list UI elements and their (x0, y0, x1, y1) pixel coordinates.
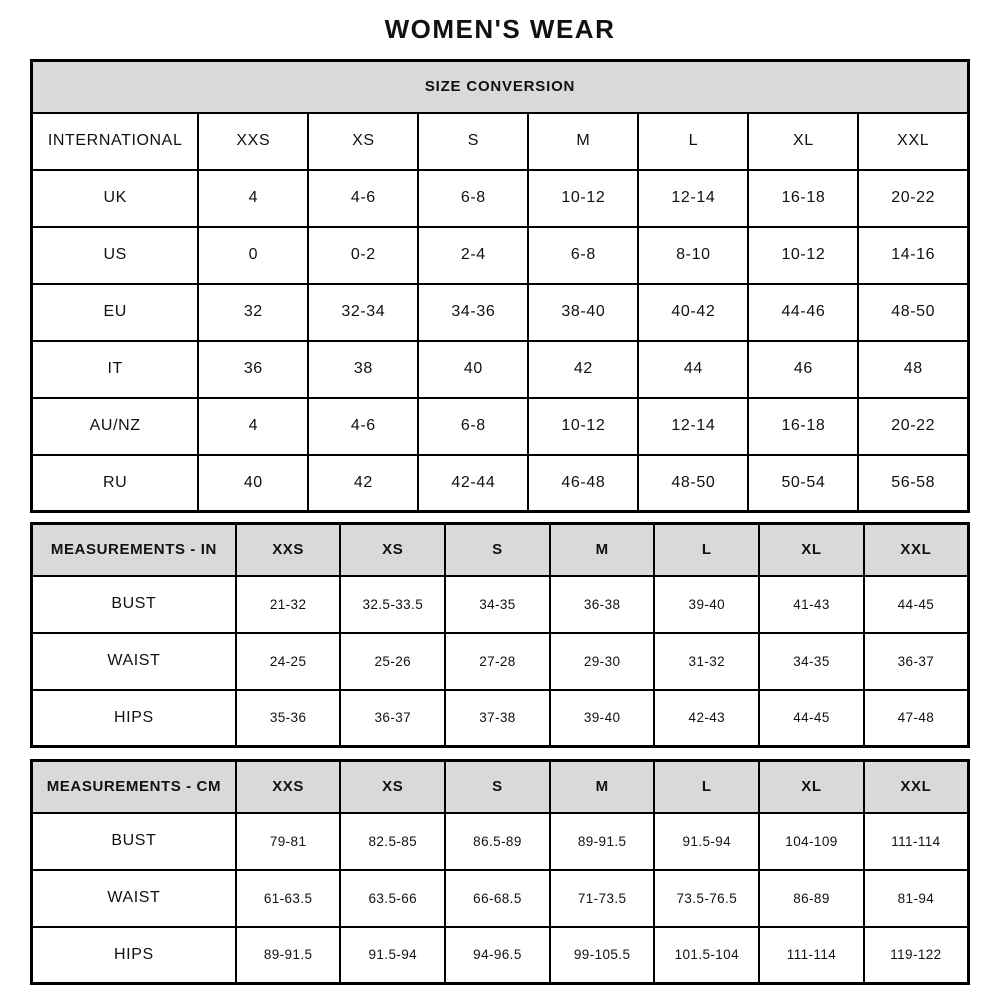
table-row-eu (32, 284, 969, 341)
size-cell: 0-2 (308, 227, 418, 284)
measurement-cell: 32.5-33.5 (340, 576, 445, 633)
size-cell: 6-8 (528, 227, 638, 284)
row-label: RU (32, 455, 199, 512)
row-label: AU/NZ (32, 398, 199, 455)
size-cell: 4 (198, 170, 308, 227)
row-label: HIPS (32, 690, 236, 747)
size-header: XXL (864, 524, 969, 576)
measurement-cell: 29-30 (550, 633, 655, 690)
row-label: UK (32, 170, 199, 227)
table-row-hips (32, 690, 969, 747)
measurement-cell: 94-96.5 (445, 927, 550, 984)
size-header: L (654, 524, 759, 576)
measurement-cell: 111-114 (864, 813, 969, 870)
measurement-cell: 42-43 (654, 690, 759, 747)
size-header: XXS (198, 113, 308, 170)
size-header: M (528, 113, 638, 170)
measurement-cell: 36-37 (340, 690, 445, 747)
size-cell: 0 (198, 227, 308, 284)
measurement-cell: 91.5-94 (654, 813, 759, 870)
size-cell: 44-46 (748, 284, 858, 341)
size-cell: 32 (198, 284, 308, 341)
table-row-it (32, 341, 969, 398)
measurements-in-table (30, 522, 970, 748)
size-cell: 12-14 (638, 170, 748, 227)
size-cell: 46 (748, 341, 858, 398)
row-label: BUST (32, 576, 236, 633)
measurement-cell: 61-63.5 (236, 870, 341, 927)
measurement-cell: 35-36 (236, 690, 341, 747)
measurement-cell: 36-37 (864, 633, 969, 690)
size-header: S (418, 113, 528, 170)
measurement-cell: 31-32 (654, 633, 759, 690)
measurements-cm-title: MEASUREMENTS - CM (32, 761, 236, 813)
size-header: XXS (236, 761, 341, 813)
size-cell: 2-4 (418, 227, 528, 284)
row-label: WAIST (32, 633, 236, 690)
measurement-cell: 101.5-104 (654, 927, 759, 984)
size-cell: 4-6 (308, 398, 418, 455)
measurements-in-title: MEASUREMENTS - IN (32, 524, 236, 576)
size-header: XXS (236, 524, 341, 576)
table-row-uk (32, 170, 969, 227)
size-header: XS (308, 113, 418, 170)
measurement-cell: 89-91.5 (236, 927, 341, 984)
measurement-cell: 86-89 (759, 870, 864, 927)
size-cell: 4-6 (308, 170, 418, 227)
row-label: WAIST (32, 870, 236, 927)
measurement-cell: 44-45 (864, 576, 969, 633)
table-banner-row (32, 61, 969, 113)
header-label: INTERNATIONAL (32, 113, 199, 170)
table-row-aunz (32, 398, 969, 455)
measurement-cell: 91.5-94 (340, 927, 445, 984)
size-header: XS (340, 761, 445, 813)
size-header: XXL (864, 761, 969, 813)
size-cell: 40 (418, 341, 528, 398)
size-header: S (445, 761, 550, 813)
size-cell: 40 (198, 455, 308, 512)
measurement-cell: 63.5-66 (340, 870, 445, 927)
size-cell: 10-12 (748, 227, 858, 284)
size-cell: 36 (198, 341, 308, 398)
size-cell: 8-10 (638, 227, 748, 284)
size-cell: 42 (528, 341, 638, 398)
measurement-cell: 81-94 (864, 870, 969, 927)
size-cell: 40-42 (638, 284, 748, 341)
measurement-cell: 39-40 (654, 576, 759, 633)
table-header-row (32, 113, 969, 170)
table-row-bust (32, 813, 969, 870)
size-cell: 20-22 (858, 170, 968, 227)
table-row-waist (32, 633, 969, 690)
size-cell: 14-16 (858, 227, 968, 284)
size-cell: 6-8 (418, 398, 528, 455)
row-label: US (32, 227, 199, 284)
size-header: M (550, 761, 655, 813)
size-cell: 16-18 (748, 170, 858, 227)
size-cell: 34-36 (418, 284, 528, 341)
measurement-cell: 73.5-76.5 (654, 870, 759, 927)
size-header: XXL (858, 113, 968, 170)
size-cell: 4 (198, 398, 308, 455)
size-cell: 20-22 (858, 398, 968, 455)
measurement-cell: 41-43 (759, 576, 864, 633)
size-cell: 48-50 (638, 455, 748, 512)
size-cell: 16-18 (748, 398, 858, 455)
table-row-hips (32, 927, 969, 984)
page-title: WOMEN'S WEAR (384, 14, 616, 44)
measurement-cell: 37-38 (445, 690, 550, 747)
size-header: XS (340, 524, 445, 576)
size-cell: 48-50 (858, 284, 968, 341)
measurement-cell: 34-35 (445, 576, 550, 633)
row-label: BUST (32, 813, 236, 870)
size-cell: 32-34 (308, 284, 418, 341)
table-row-ru (32, 455, 969, 512)
measurement-cell: 89-91.5 (550, 813, 655, 870)
row-label: EU (32, 284, 199, 341)
measurement-cell: 27-28 (445, 633, 550, 690)
size-cell: 38 (308, 341, 418, 398)
size-cell: 48 (858, 341, 968, 398)
size-cell: 38-40 (528, 284, 638, 341)
measurement-cell: 47-48 (864, 690, 969, 747)
size-header: L (654, 761, 759, 813)
measurement-cell: 99-105.5 (550, 927, 655, 984)
size-cell: 12-14 (638, 398, 748, 455)
measurement-cell: 104-109 (759, 813, 864, 870)
row-label: IT (32, 341, 199, 398)
size-header: S (445, 524, 550, 576)
size-cell: 46-48 (528, 455, 638, 512)
measurement-cell: 66-68.5 (445, 870, 550, 927)
measurements-cm-table (30, 759, 970, 985)
measurement-cell: 71-73.5 (550, 870, 655, 927)
size-cell: 10-12 (528, 170, 638, 227)
measurement-cell: 44-45 (759, 690, 864, 747)
measurement-cell: 25-26 (340, 633, 445, 690)
size-conversion-table (30, 59, 970, 513)
size-header: M (550, 524, 655, 576)
size-cell: 56-58 (858, 455, 968, 512)
table-header-row (32, 524, 969, 576)
size-header: L (638, 113, 748, 170)
table-row-bust (32, 576, 969, 633)
measurement-cell: 21-32 (236, 576, 341, 633)
measurement-cell: 82.5-85 (340, 813, 445, 870)
measurement-cell: 39-40 (550, 690, 655, 747)
size-cell: 42 (308, 455, 418, 512)
size-header: XL (748, 113, 858, 170)
measurement-cell: 111-114 (759, 927, 864, 984)
size-cell: 6-8 (418, 170, 528, 227)
measurement-cell: 119-122 (864, 927, 969, 984)
measurement-cell: 34-35 (759, 633, 864, 690)
size-cell: 44 (638, 341, 748, 398)
size-conversion-title: SIZE CONVERSION (32, 61, 969, 113)
measurement-cell: 86.5-89 (445, 813, 550, 870)
measurement-cell: 79-81 (236, 813, 341, 870)
measurement-cell: 24-25 (236, 633, 341, 690)
measurement-cell: 36-38 (550, 576, 655, 633)
size-cell: 10-12 (528, 398, 638, 455)
table-row-us (32, 227, 969, 284)
size-cell: 42-44 (418, 455, 528, 512)
row-label: HIPS (32, 927, 236, 984)
size-header: XL (759, 524, 864, 576)
size-header: XL (759, 761, 864, 813)
size-cell: 50-54 (748, 455, 858, 512)
table-header-row (32, 761, 969, 813)
table-row-waist (32, 870, 969, 927)
